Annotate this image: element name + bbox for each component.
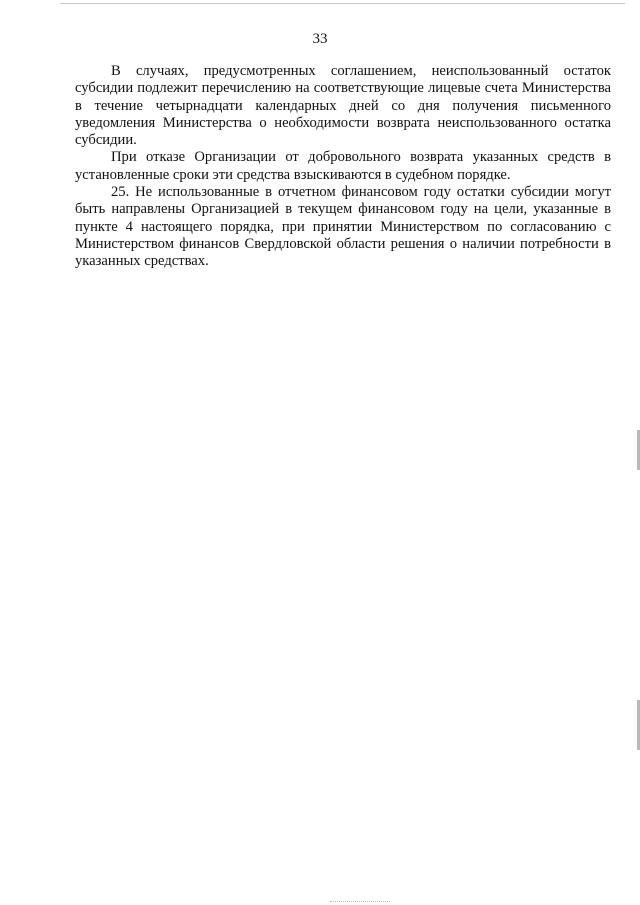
scan-artifact-top-line [60, 3, 625, 4]
page-number: 33 [312, 31, 328, 47]
paragraph-refusal-recovery: При отказе Организации от добровольного возврата указанных средств в установленные сроки эти средства взыскиваются в судебном порядке. [75, 149, 611, 183]
document-body [75, 63, 611, 271]
scan-artifact-bottom-dots [330, 901, 390, 903]
paragraph-subsidy-remainder: В случаях, предусмотренных соглашением, неиспользованный остаток субсидии подлежит перечислению на соответствующие лицевые счета Министерства в течение четырнадцати календарных дней со дня получения письменного уведомления Министерства о необходимости возврата неиспользованного остатка субсидии. [75, 63, 611, 149]
paragraph-item-25: 25. Не использованные в отчетном финансовом году остатки субсидии могут быть направлены Организацией в текущем финансовом году на цели, указанные в пункте 4 настоящего порядка, при принятии Министерством по согласованию с Министерством финансов Свердловской области решения о наличии потребности в указанных средствах. [75, 184, 611, 270]
